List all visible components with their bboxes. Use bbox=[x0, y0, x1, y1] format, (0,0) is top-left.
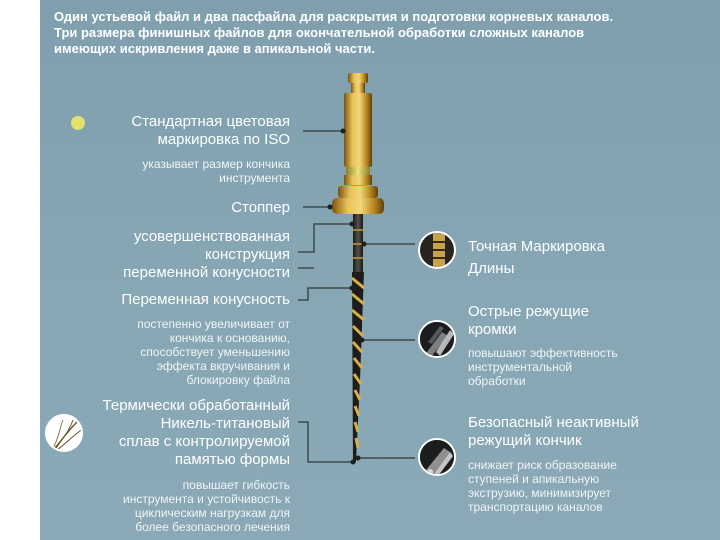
iso-subtitle: указывает размер кончика инструмента bbox=[142, 157, 290, 185]
file-shaft bbox=[353, 214, 363, 272]
iso-color-dot-icon bbox=[71, 116, 85, 130]
length-marking-icon bbox=[418, 231, 456, 269]
taper-title: Переменная конусность bbox=[121, 291, 290, 308]
tip-title: Безопасный неактивный режущий кончик bbox=[468, 414, 639, 449]
length-title: Точная Маркировка Длины bbox=[468, 238, 605, 277]
iso-title: Стандартная цветовая маркировка по ISO bbox=[131, 113, 290, 148]
alloy-title: Термически обработанный Никель-титановый сплав с контролируемой памятью формы bbox=[102, 397, 290, 468]
nickel-titanium-fibers-icon bbox=[45, 414, 83, 452]
taper-subtitle: постепенно увеличивает от кончика к основанию, способствует уменьшению эффекта вкручивания и блокировку файла bbox=[137, 317, 290, 387]
file-handle bbox=[344, 73, 372, 185]
file-working-part bbox=[352, 272, 364, 462]
header-line: Один устьевой файл и два пасфайла для раскрытия и подготовки корневых каналов. bbox=[54, 9, 614, 24]
alloy-subtitle: повышает гибкость инструмента и устойчивость к циклическим нагрузкам для более безопасного лечения bbox=[123, 478, 290, 534]
header-line: Три размера финишных файлов для окончательной обработки сложных каналов bbox=[54, 25, 585, 40]
file-stopper bbox=[332, 186, 384, 214]
tip-subtitle: снижает риск образование ступеней и апикальную экструзию, минимизирует транспортацию каналов bbox=[468, 458, 617, 514]
edges-subtitle: повышают эффективность инструментальной обработки bbox=[468, 346, 618, 388]
edges-title: Острые режущие кромки bbox=[468, 303, 589, 338]
design-title: усовершенствованная конструкция переменной конусности bbox=[123, 228, 290, 281]
stopper-title: Стоппер bbox=[231, 199, 290, 216]
cutting-edges-icon bbox=[418, 320, 456, 358]
infographic-panel bbox=[40, 0, 720, 540]
header-line: имеющих искривления даже в апикальной части. bbox=[54, 41, 375, 56]
safe-tip-icon bbox=[418, 438, 456, 476]
